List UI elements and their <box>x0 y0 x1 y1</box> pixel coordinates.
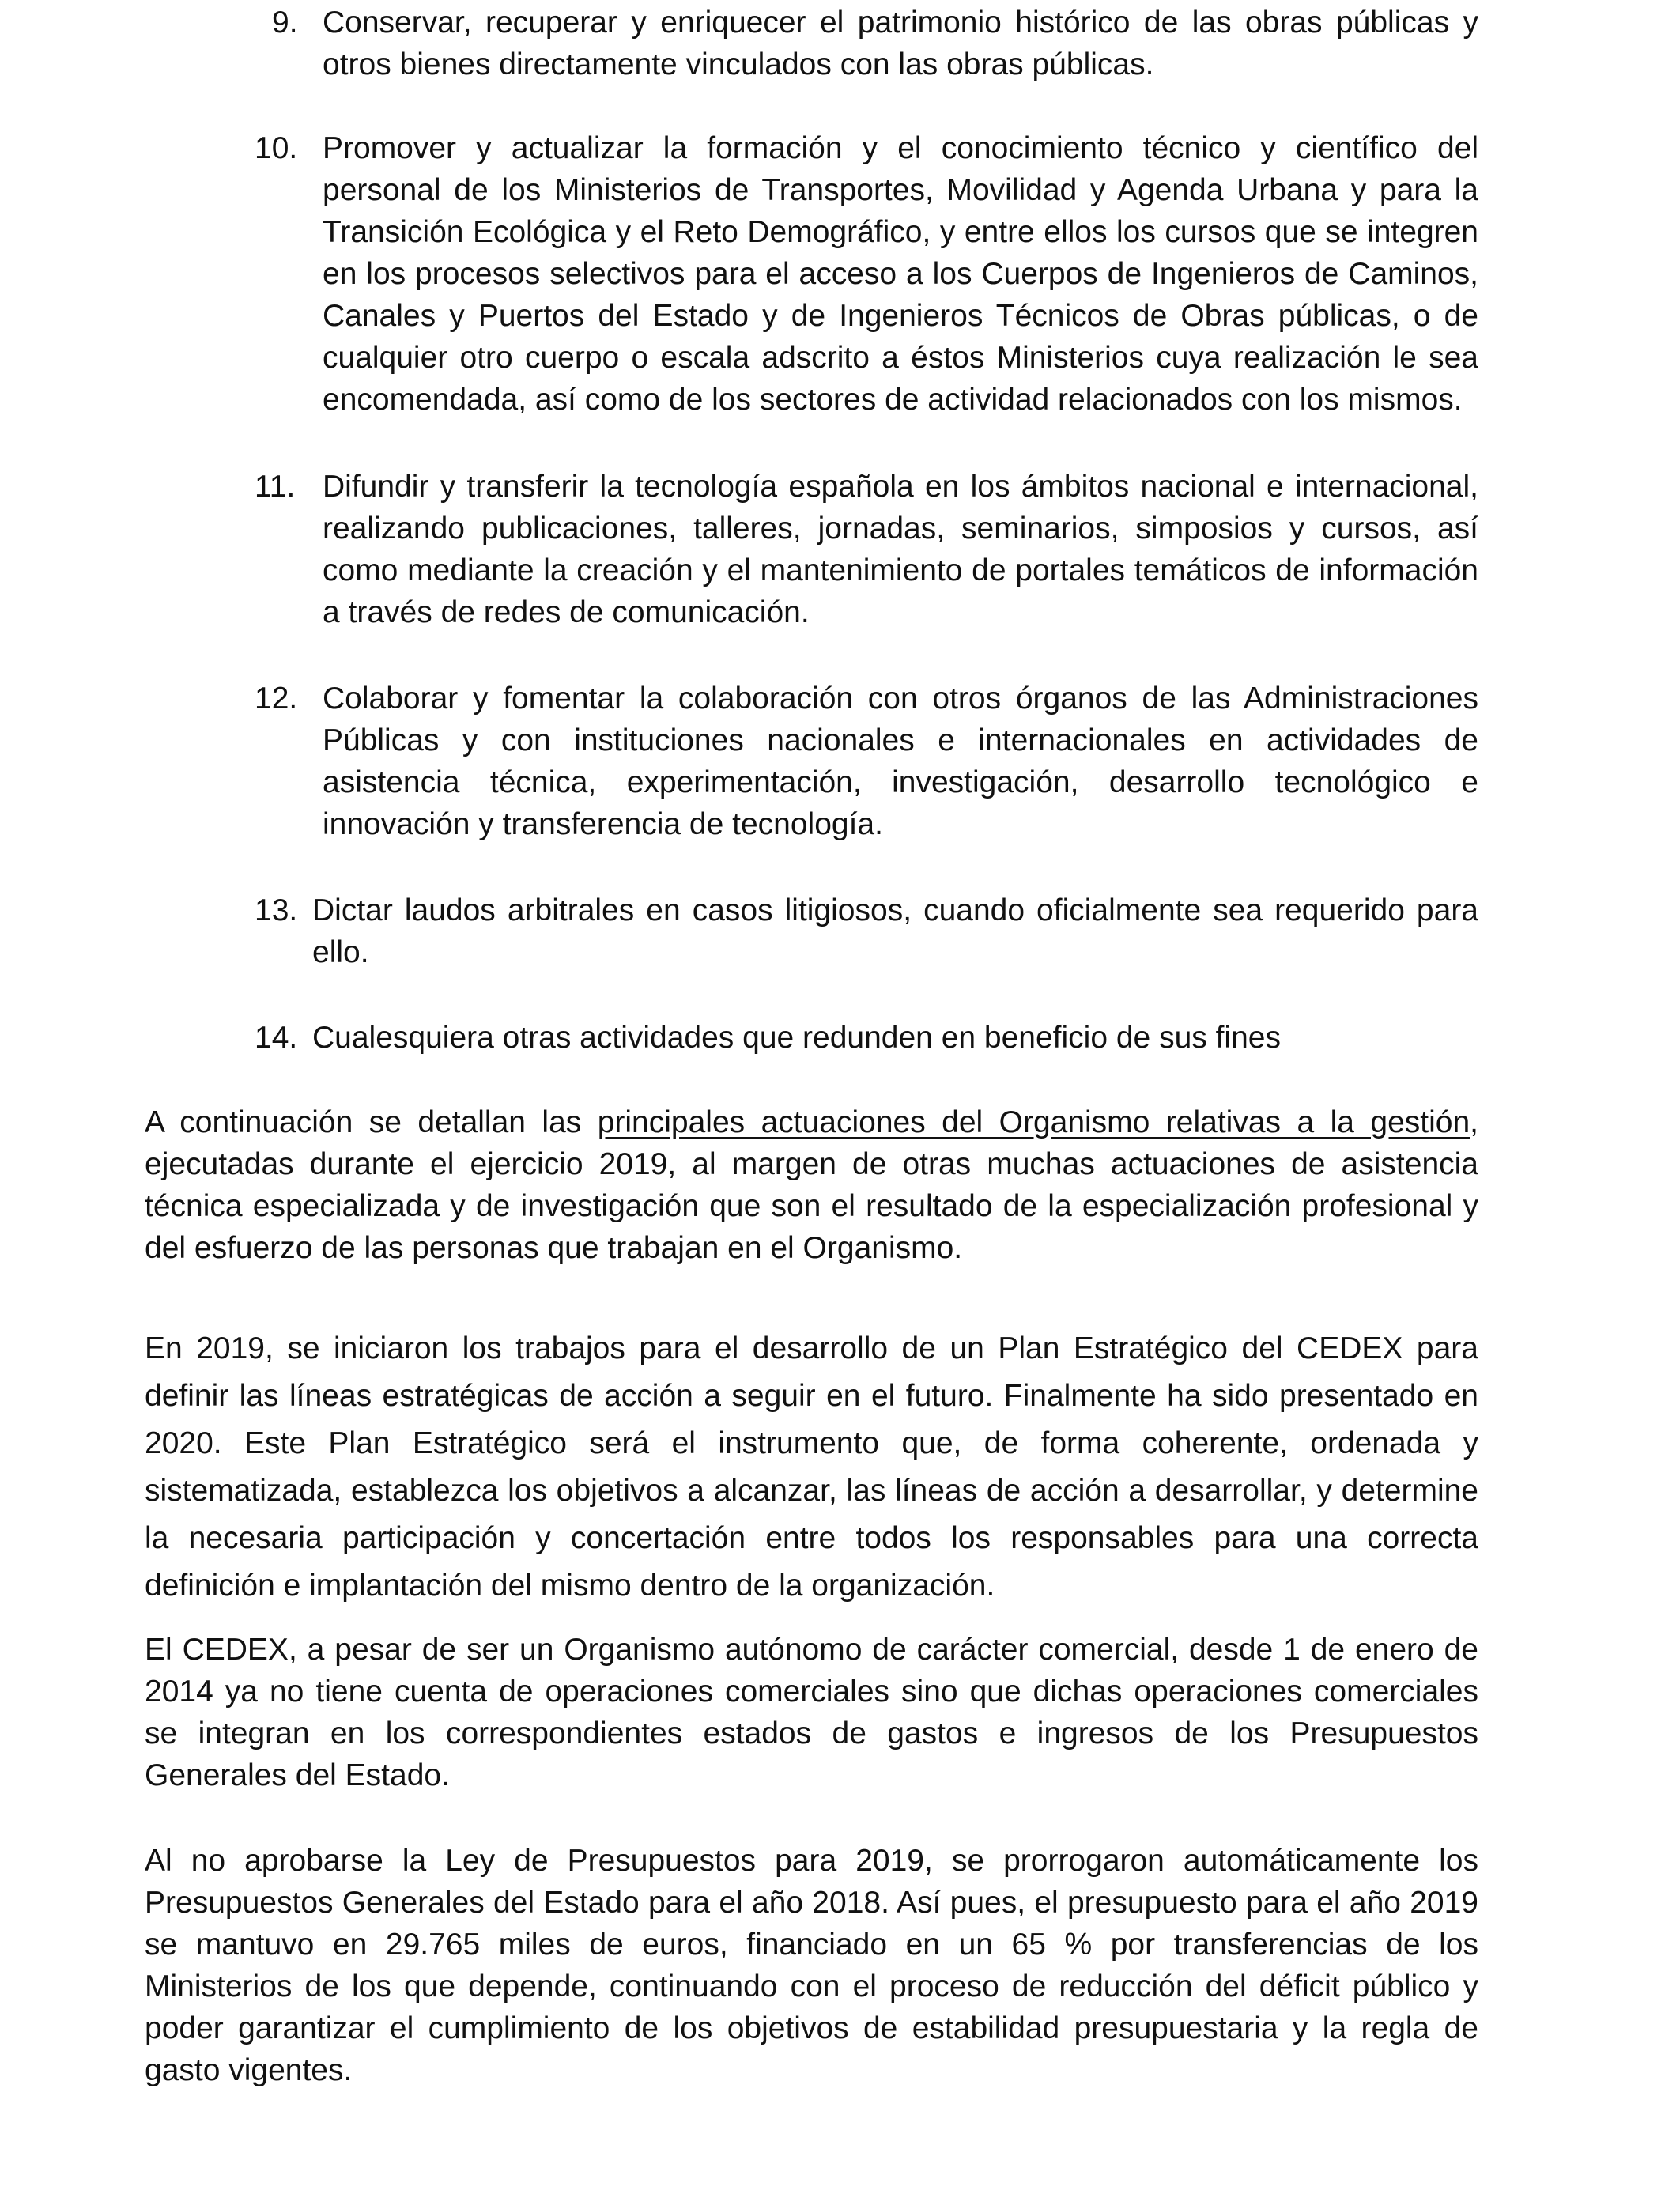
list-number: 12. <box>255 682 298 716</box>
intro-text-after: , ejecutadas durante el ejercicio 2019, al margen de otras muchas actuaciones de asistencia técnica especializada y de investigación que son el resultado de la especialización profesional y del esfuerzo de las personas que trabajan en el Organismo. <box>145 1105 1478 1265</box>
list-number: 13. <box>255 893 298 927</box>
list-text: Promover y actualizar la formación y el conocimiento técnico y científico del personal de los Ministerios de Transportes, Movilidad y Agenda Urbana y para la Transición Ecológica y el Reto Demográfico, y entre ellos los cursos que se integren en los procesos selectivos para el acceso a los Cuerpos de Ingenieros de Caminos, Canales y Puertos del Estado y de Ingenieros Técnicos de Obras públicas, o de cualquier otro cuerpo o escala adscrito a éstos Ministerios cuya realización le sea encomendada, así como de los sectores de actividad relacionados con los mismos. <box>323 131 1478 417</box>
list-number: 11. <box>255 470 296 504</box>
list-item-11 <box>255 466 1478 633</box>
list-text: Cualesquiera otras actividades que redunden en beneficio de sus fines <box>312 1021 1281 1055</box>
list-item-9 <box>255 2 1478 85</box>
paragraph-intro <box>145 1101 1478 1269</box>
intro-underlined-text: principales actuaciones del Organismo relativas a la gestión <box>597 1105 1470 1139</box>
paragraph-cedex: El CEDEX, a pesar de ser un Organismo autónomo de carácter comercial, desde 1 de enero de 2014 ya no tiene cuenta de operaciones comerciales sino que dichas operaciones comerciales se integran en los correspondientes estados de gastos e ingresos de los Presupuestos Generales del Estado. <box>145 1633 1478 1792</box>
list-text: Difundir y transferir la tecnología española en los ámbitos nacional e internacional, realizando publicaciones, talleres, jornadas, seminarios, simposios y cursos, así como mediante la creación y el mantenimiento de portales temáticos de información a través de redes de comunicación. <box>323 470 1478 629</box>
list-number: 10. <box>255 131 298 165</box>
paragraph-plan: En 2019, se iniciaron los trabajos para el desarrollo de un Plan Estratégico del CEDEX para definir las líneas estratégicas de acción a seguir en el futuro. Finalmente ha sido presentado en 2020. Este Plan Estratégico será el instrumento que, de forma coherente, ordenada y sistematizada, establezca los objetivos a alcanzar, las líneas de acción a desarrollar, y determine la necesaria participación y concertación entre todos los responsables para una correcta definición e implantación del mismo dentro de la organización. <box>145 1331 1478 1603</box>
paragraph-budget: Al no aprobarse la Ley de Presupuestos para 2019, se prorrogaron automáticamente los Presupuestos Generales del Estado para el año 2018. Así pues, el presupuesto para el año 2019 se mantuvo en 29.765 miles de euros, financiado en un 65 % por transferencias de los Ministerios de los que depende, continuando con el proceso de reducción del déficit público y poder garantizar el cumplimiento de los objetivos de estabilidad presupuestaria y la regla de gasto vigentes. <box>145 1844 1478 2087</box>
list-number: 14. <box>255 1021 298 1055</box>
list-text: Dictar laudos arbitrales en casos litigiosos, cuando oficialmente sea requerido para ello. <box>312 893 1478 969</box>
list-item-12 <box>255 678 1478 845</box>
list-text: Colaborar y fomentar la colaboración con otros órganos de las Administraciones Públicas y con instituciones nacionales e internacionales en actividades de asistencia técnica, experimentación, investigación, desarrollo tecnológico e innovación y transferencia de tecnología. <box>323 682 1478 841</box>
list-text: Conservar, recuperar y enriquecer el patrimonio histórico de las obras públicas y otros bienes directamente vinculados con las obras públicas. <box>323 6 1478 81</box>
list-number: 9. <box>272 6 298 40</box>
list-item-13 <box>255 889 1478 973</box>
list-item-10 <box>255 127 1478 421</box>
list-item-14 <box>255 1017 1478 1059</box>
intro-text-before: A continuación se detallan las <box>145 1105 598 1139</box>
